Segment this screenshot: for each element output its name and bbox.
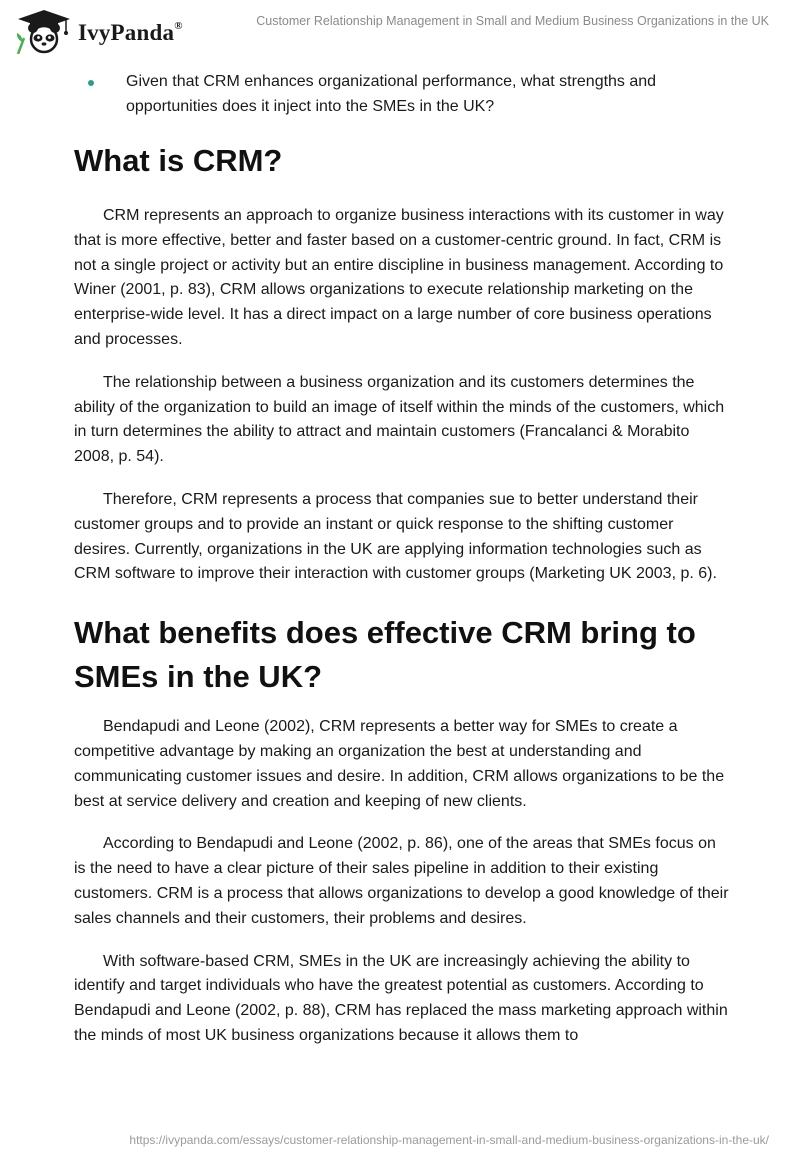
list-item-text: Given that CRM enhances organizational performance, what strengths and opportunities does it inject into the SMEs in the UK?	[126, 73, 657, 115]
essay-content	[74, 70, 730, 1067]
paragraph: CRM represents an approach to organize business interactions with its customer in way that is more effective, better and faster based on a customer-centric ground. In fact, CRM is not a single project or activity but an entire discipline in business management. According to Winer (2001, p. 83), CRM allows organizations to execute relationship marketing on the enterprise-wide level. It has a direct impact on a large number of core business operations and processes.	[74, 207, 724, 348]
question-list	[74, 70, 730, 119]
paragraph: Therefore, CRM represents a process that companies sue to better understand their customer groups and to provide an instant or quick response to the shifting customer desires. Currently, organizations in the UK are applying information technologies such as CRM software to improve their interaction with customer groups (Marketing UK 2003, p. 6).	[74, 490, 717, 583]
paragraph: With software-based CRM, SMEs in the UK are increasingly achieving the ability to identify and target individuals who have the greatest potential as customers. According to Bendapudi and Leone (2002, p. 88), CRM has replaced the mass marketing approach within the minds of most UK business organizations because it allows them to	[74, 952, 728, 1044]
running-title: Customer Relationship Management in Small and Medium Business Organizations in the UK	[256, 14, 769, 28]
ivypanda-logo[interactable]	[14, 8, 214, 54]
paragraph: The relationship between a business organization and its customers determines the ability of the organization to build an image of itself within the minds of the customers, which in turn determines the ability to attract and maintain customers (Francalanci & Morabito 2008, p. 54).	[74, 373, 725, 466]
section-heading-benefits: What benefits does effective CRM bring to SMEs in the UK?	[74, 615, 696, 695]
paragraph: Bendapudi and Leone (2002), CRM represents a better way for SMEs to create a competitive advantage by making an organization the best at understanding and communicating customer issues and desire. In addition, CRM allows organizations to be the best at service delivery and creation and keeping of new clients.	[74, 718, 725, 810]
list-item	[74, 70, 730, 119]
page-header	[0, 0, 800, 60]
section-heading-what-is-crm: What is CRM?	[74, 143, 283, 178]
panda-graduate-icon	[14, 8, 74, 54]
brand-name: IvyPanda®	[78, 20, 183, 45]
source-url-link[interactable]: https://ivypanda.com/essays/customer-relationship-management-in-small-and-medium-business-organizations-in-the-uk/	[129, 1133, 769, 1147]
paragraph: According to Bendapudi and Leone (2002, p. 86), one of the areas that SMEs focus on is the need to have a clear picture of their sales pipeline in addition to their existing customers. CRM is a process that allows organizations to develop a good knowledge of their sales channels and their customers, their problems and desires.	[74, 835, 729, 927]
bullet-dot-icon	[88, 80, 94, 86]
